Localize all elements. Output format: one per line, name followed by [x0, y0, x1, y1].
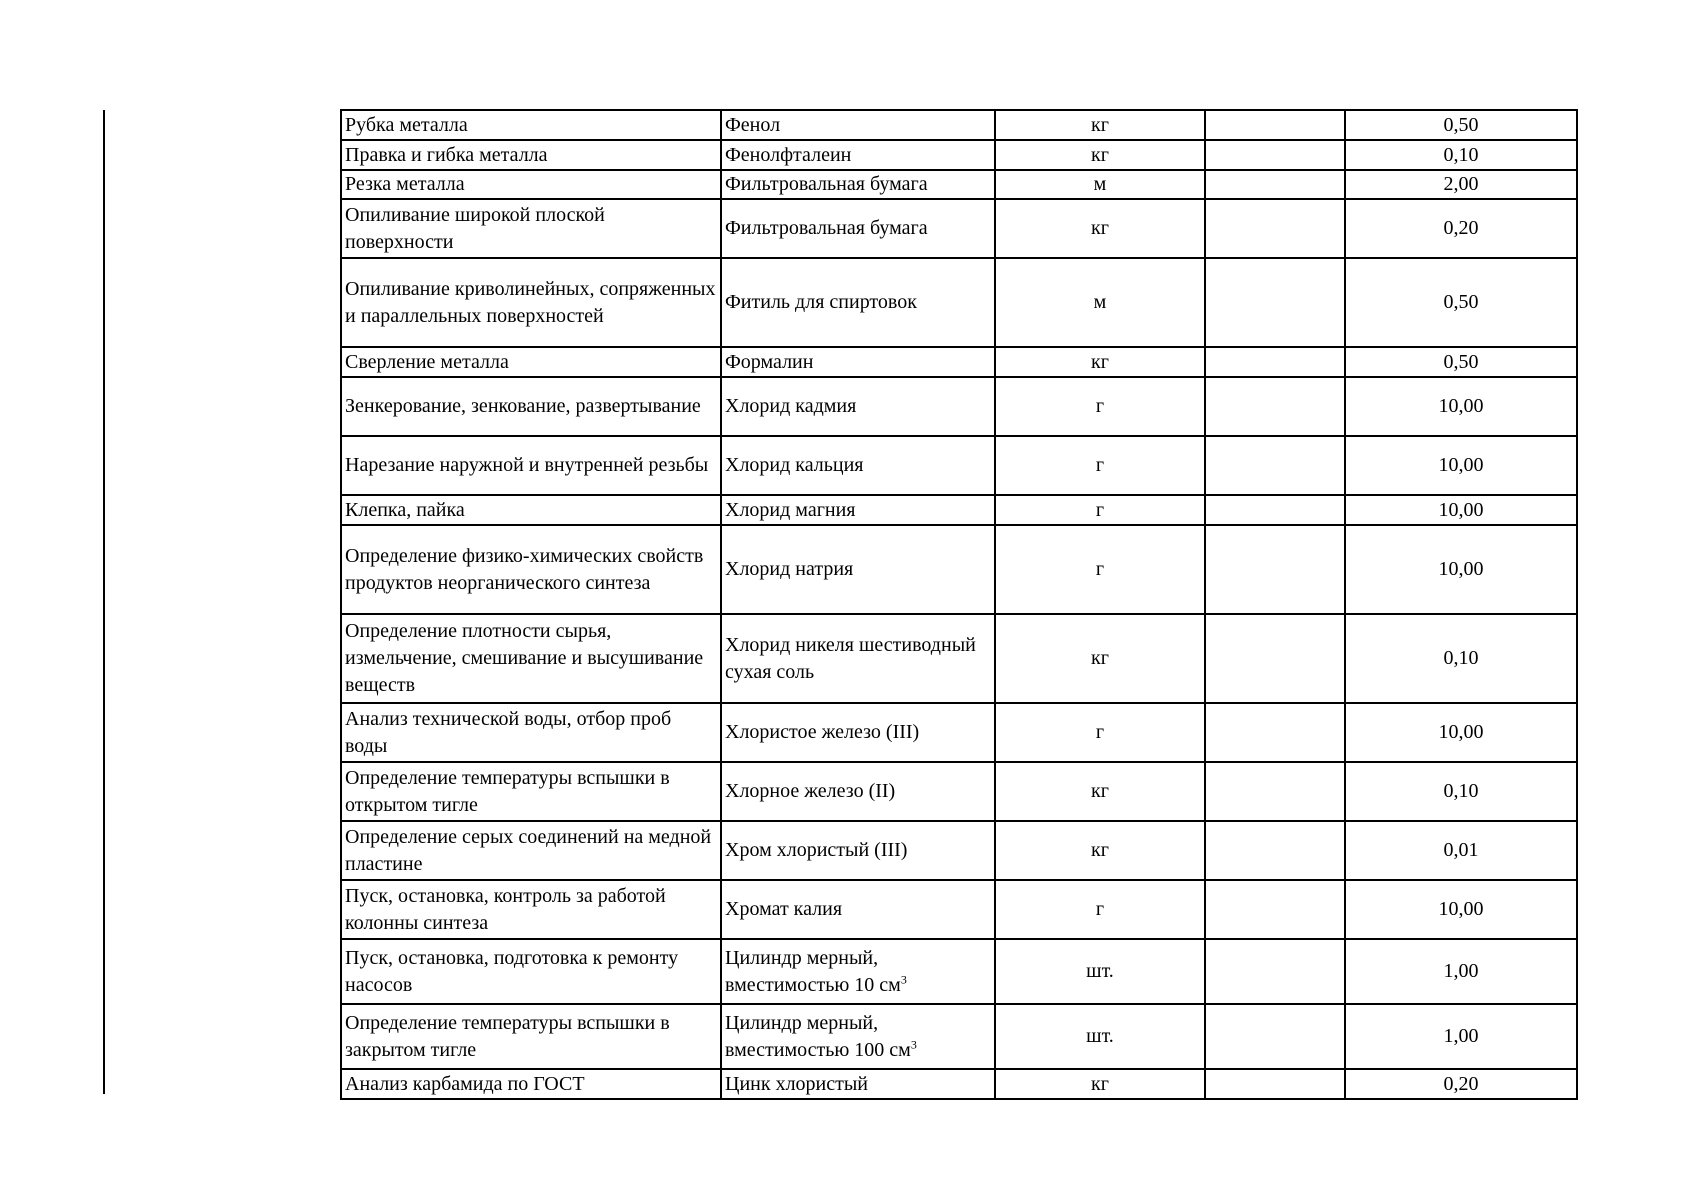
material-superscript: 3 — [900, 971, 907, 986]
empty-cell — [1205, 436, 1345, 495]
work-cell: Правка и гибка металла — [341, 140, 721, 170]
materials-table — [340, 109, 1578, 1100]
unit-cell: шт. — [995, 939, 1205, 1004]
material-cell — [721, 1069, 995, 1099]
material-name: Цилиндр мерный, вместимостью 10 см — [725, 946, 901, 996]
material-name: Хлорид натрия — [725, 558, 854, 580]
material-name: Хром хлористый (III) — [725, 839, 908, 861]
empty-cell — [1205, 703, 1345, 762]
empty-cell — [1205, 377, 1345, 436]
unit-cell: кг — [995, 821, 1205, 880]
quantity-cell: 10,00 — [1345, 377, 1577, 436]
unit-cell: кг — [995, 199, 1205, 258]
unit-cell: г — [995, 880, 1205, 939]
table-row — [341, 347, 1577, 377]
unit-cell: м — [995, 258, 1205, 347]
material-cell — [721, 762, 995, 821]
material-cell — [721, 525, 995, 614]
material-cell — [721, 1004, 995, 1069]
material-name: Хлорид кадмия — [725, 395, 857, 417]
empty-cell — [1205, 525, 1345, 614]
empty-cell — [1205, 258, 1345, 347]
material-cell — [721, 258, 995, 347]
table-row — [341, 525, 1577, 614]
quantity-cell: 0,10 — [1345, 762, 1577, 821]
material-name: Фенол — [725, 113, 781, 136]
empty-cell — [1205, 1069, 1345, 1099]
table-row — [341, 762, 1577, 821]
material-cell — [721, 199, 995, 258]
empty-cell — [1205, 140, 1345, 170]
empty-cell — [1205, 1004, 1345, 1069]
work-cell: Опиливание широкой плоской поверхности — [341, 199, 721, 258]
material-name: Хлорид магния — [725, 498, 856, 521]
material-name: Цилиндр мерный, вместимостью 100 см — [725, 1011, 911, 1061]
table-row — [341, 703, 1577, 762]
unit-cell: г — [995, 495, 1205, 525]
quantity-cell: 0,50 — [1345, 110, 1577, 140]
material-cell — [721, 939, 995, 1004]
material-name: Хлорид кальция — [725, 454, 864, 476]
unit-cell: кг — [995, 110, 1205, 140]
quantity-cell: 0,20 — [1345, 199, 1577, 258]
unit-cell: кг — [995, 140, 1205, 170]
work-cell: Клепка, пайка — [341, 495, 721, 525]
unit-cell: кг — [995, 347, 1205, 377]
material-cell — [721, 140, 995, 170]
quantity-cell: 0,50 — [1345, 258, 1577, 347]
table-row — [341, 110, 1577, 140]
quantity-cell: 10,00 — [1345, 525, 1577, 614]
material-cell — [721, 703, 995, 762]
work-cell: Анализ технической воды, отбор проб воды — [341, 703, 721, 762]
quantity-cell: 0,01 — [1345, 821, 1577, 880]
work-cell: Сверление металла — [341, 347, 721, 377]
unit-cell: г — [995, 525, 1205, 614]
quantity-cell: 0,20 — [1345, 1069, 1577, 1099]
work-cell: Рубка металла — [341, 110, 721, 140]
quantity-cell: 0,10 — [1345, 614, 1577, 703]
empty-cell — [1205, 614, 1345, 703]
material-superscript: 3 — [910, 1036, 917, 1051]
material-cell — [721, 347, 995, 377]
material-name: Хлорид никеля шестиводный сухая соль — [725, 633, 976, 683]
table-row — [341, 170, 1577, 199]
work-cell: Анализ карбамида по ГОСТ — [341, 1069, 721, 1099]
table-row — [341, 821, 1577, 880]
empty-cell — [1205, 347, 1345, 377]
work-cell: Опиливание криволинейных, сопряженных и параллельных поверхностей — [341, 258, 721, 347]
table-row — [341, 614, 1577, 703]
work-cell: Резка металла — [341, 170, 721, 199]
empty-cell — [1205, 821, 1345, 880]
unit-cell: кг — [995, 1069, 1205, 1099]
quantity-cell: 10,00 — [1345, 436, 1577, 495]
material-name: Формалин — [725, 350, 814, 373]
material-cell — [721, 614, 995, 703]
unit-cell: г — [995, 377, 1205, 436]
table-row — [341, 140, 1577, 170]
unit-cell: г — [995, 436, 1205, 495]
margin-rule — [103, 110, 105, 1094]
empty-cell — [1205, 495, 1345, 525]
material-cell — [721, 821, 995, 880]
work-cell: Пуск, остановка, подготовка к ремонту насосов — [341, 939, 721, 1004]
work-cell: Определение физико-химических свойств продуктов неорганического синтеза — [341, 525, 721, 614]
materials-table-body — [341, 110, 1577, 1099]
work-cell: Определение плотности сырья, измельчение, смешивание и высушивание веществ — [341, 614, 721, 703]
quantity-cell: 0,50 — [1345, 347, 1577, 377]
material-name: Фильтровальная бумага — [725, 217, 928, 239]
empty-cell — [1205, 762, 1345, 821]
work-cell: Зенкерование, зенкование, развертывание — [341, 377, 721, 436]
empty-cell — [1205, 939, 1345, 1004]
quantity-cell: 0,10 — [1345, 140, 1577, 170]
quantity-cell: 2,00 — [1345, 170, 1577, 199]
empty-cell — [1205, 199, 1345, 258]
material-name: Фитиль для спиртовок — [725, 291, 917, 313]
table-row — [341, 1004, 1577, 1069]
quantity-cell: 10,00 — [1345, 880, 1577, 939]
material-name: Фильтровальная бумага — [725, 173, 928, 195]
table-row — [341, 880, 1577, 939]
table-row — [341, 495, 1577, 525]
unit-cell: г — [995, 703, 1205, 762]
table-row — [341, 939, 1577, 1004]
material-cell — [721, 170, 995, 199]
quantity-cell: 10,00 — [1345, 495, 1577, 525]
material-name: Хлорное железо (II) — [725, 780, 896, 802]
material-name: Цинк хлористый — [725, 1072, 869, 1095]
table-row — [341, 258, 1577, 347]
work-cell: Определение серых соединений на медной пластине — [341, 821, 721, 880]
table-row — [341, 1069, 1577, 1099]
table-row — [341, 199, 1577, 258]
quantity-cell: 1,00 — [1345, 1004, 1577, 1069]
material-name: Хлористое железо (III) — [725, 721, 920, 743]
material-cell — [721, 377, 995, 436]
quantity-cell: 10,00 — [1345, 703, 1577, 762]
work-cell: Определение температуры вспышки в открытом тигле — [341, 762, 721, 821]
material-name: Фенолфталеин — [725, 143, 852, 166]
table-row — [341, 377, 1577, 436]
unit-cell: м — [995, 170, 1205, 199]
material-cell — [721, 110, 995, 140]
material-cell — [721, 495, 995, 525]
empty-cell — [1205, 880, 1345, 939]
material-cell — [721, 436, 995, 495]
work-cell: Пуск, остановка, контроль за работой колонны синтеза — [341, 880, 721, 939]
material-name: Хромат калия — [725, 898, 843, 920]
unit-cell: шт. — [995, 1004, 1205, 1069]
material-cell — [721, 880, 995, 939]
empty-cell — [1205, 170, 1345, 199]
work-cell: Определение температуры вспышки в закрытом тигле — [341, 1004, 721, 1069]
quantity-cell: 1,00 — [1345, 939, 1577, 1004]
table-row — [341, 436, 1577, 495]
work-cell: Нарезание наружной и внутренней резьбы — [341, 436, 721, 495]
unit-cell: кг — [995, 614, 1205, 703]
unit-cell: кг — [995, 762, 1205, 821]
empty-cell — [1205, 110, 1345, 140]
